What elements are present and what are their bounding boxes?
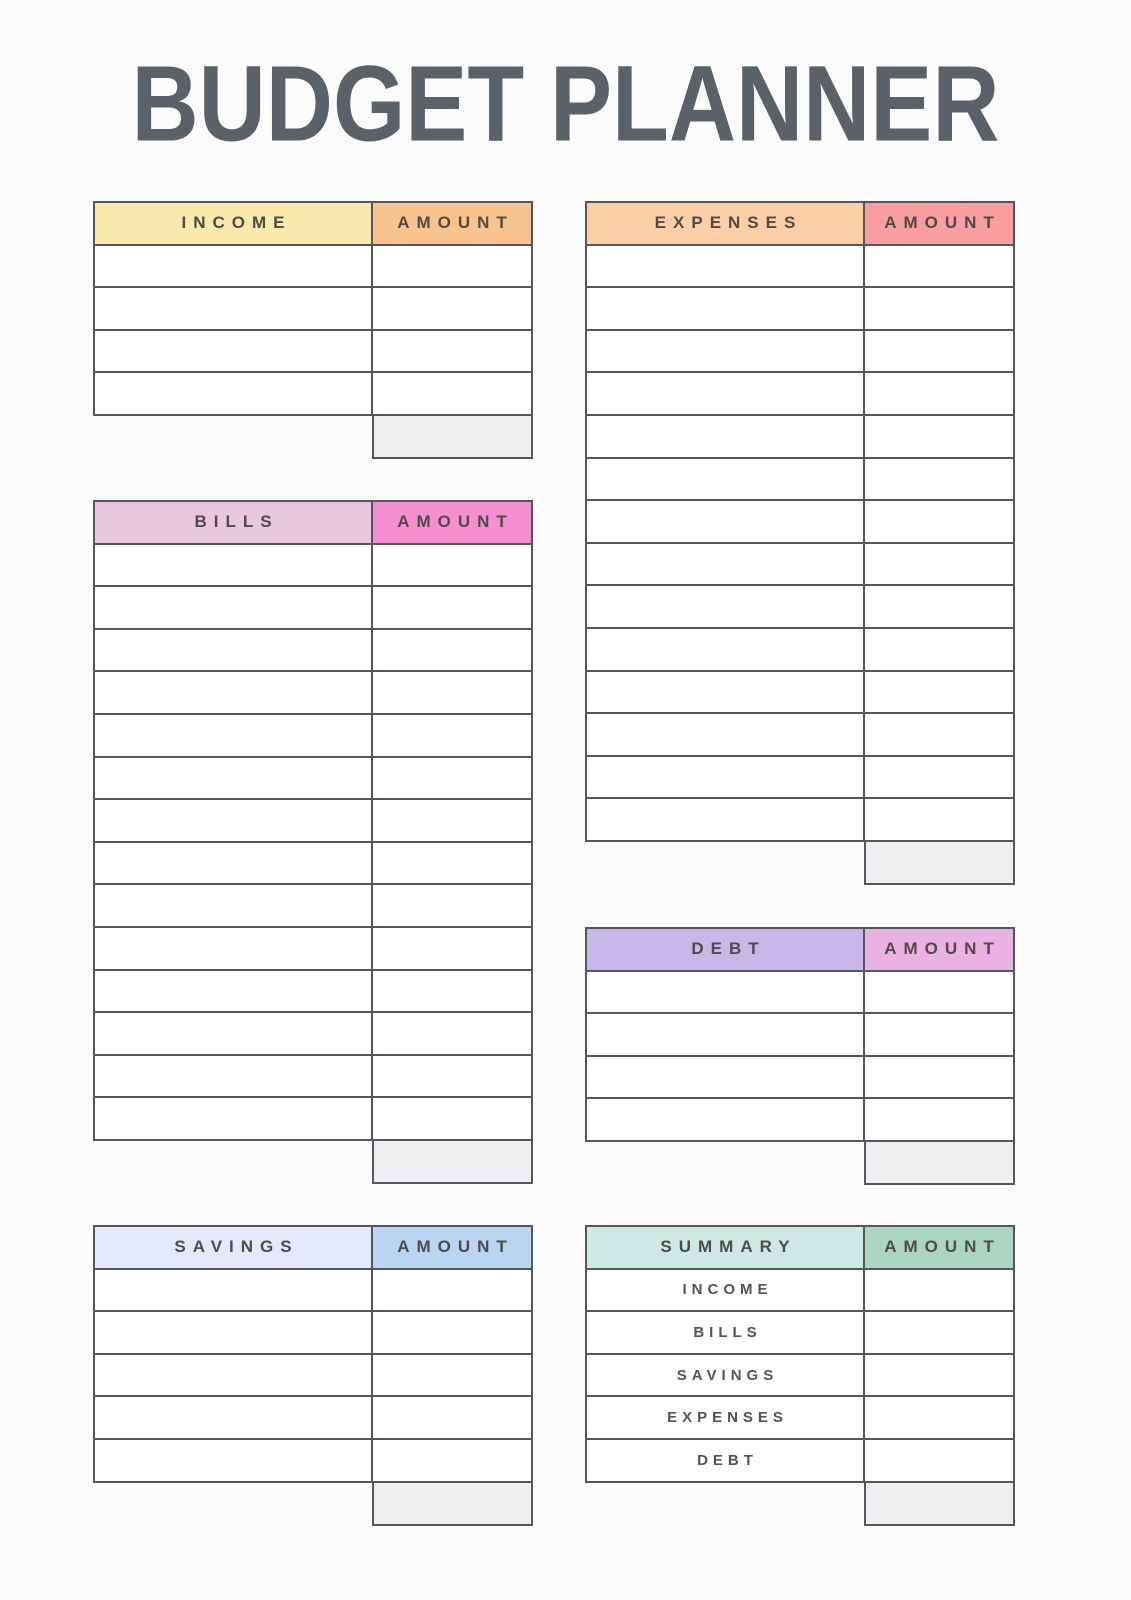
expenses-row (586, 458, 1014, 501)
savings-name-cell (94, 1311, 372, 1354)
expenses-amount-cell (864, 628, 1014, 671)
expenses-name-cell (586, 372, 864, 415)
summary-total-cell (864, 1481, 1015, 1526)
expenses-total-cell (864, 840, 1015, 885)
bills-amount-cell (372, 629, 532, 672)
bills-name-cell (94, 1097, 372, 1140)
summary-name-cell: DEBT (586, 1439, 864, 1482)
expenses-row (586, 415, 1014, 458)
debt-row (586, 1013, 1014, 1056)
debt-total-cell (864, 1140, 1015, 1185)
bills-name-cell (94, 927, 372, 970)
summary-name-cell: BILLS (586, 1311, 864, 1354)
income-amount-cell (372, 287, 532, 330)
summary-row (586, 1354, 1014, 1397)
debt-column-header: DEBT (586, 928, 864, 971)
expenses-row (586, 245, 1014, 288)
expenses-row (586, 500, 1014, 543)
expenses-name-cell (586, 798, 864, 841)
bills-name-cell (94, 1012, 372, 1055)
expenses-row (586, 798, 1014, 841)
savings-amount-cell (372, 1269, 532, 1312)
income-row (94, 287, 532, 330)
income-total-cell (372, 414, 533, 459)
debt-row (586, 1098, 1014, 1141)
summary-name-cell: EXPENSES (586, 1396, 864, 1439)
bills-name-cell (94, 884, 372, 927)
bills-row (94, 1012, 532, 1055)
bills-amount-cell (372, 927, 532, 970)
expenses-amount-cell (864, 756, 1014, 799)
bills-row (94, 586, 532, 629)
savings-name-cell (94, 1396, 372, 1439)
expenses-amount-column-header: AMOUNT (864, 202, 1014, 245)
savings-amount-column-header: AMOUNT (372, 1226, 532, 1269)
debt-table (585, 927, 1015, 1185)
savings-amount-cell (372, 1439, 532, 1482)
expenses-amount-cell (864, 713, 1014, 756)
income-name-cell (94, 245, 372, 288)
expenses-row (586, 287, 1014, 330)
bills-row (94, 1055, 532, 1098)
bills-row (94, 799, 532, 842)
bills-amount-cell (372, 714, 532, 757)
savings-name-cell (94, 1269, 372, 1312)
bills-amount-cell (372, 884, 532, 927)
expenses-name-cell (586, 245, 864, 288)
bills-row (94, 884, 532, 927)
expenses-amount-cell (864, 287, 1014, 330)
income-amount-cell (372, 245, 532, 288)
debt-name-cell (586, 1098, 864, 1141)
savings-name-cell (94, 1439, 372, 1482)
savings-amount-cell (372, 1311, 532, 1354)
bills-name-cell (94, 757, 372, 800)
summary-amount-column-header: AMOUNT (864, 1226, 1014, 1269)
debt-amount-cell (864, 1056, 1014, 1099)
summary-row (586, 1269, 1014, 1312)
debt-header-row (586, 928, 1014, 971)
bills-amount-cell (372, 1012, 532, 1055)
expenses-amount-cell (864, 330, 1014, 373)
expenses-row (586, 628, 1014, 671)
expenses-row (586, 756, 1014, 799)
bills-name-cell (94, 1055, 372, 1098)
bills-name-cell (94, 842, 372, 885)
expenses-name-cell (586, 500, 864, 543)
summary-amount-cell (864, 1396, 1014, 1439)
summary-amount-cell (864, 1439, 1014, 1482)
savings-row (94, 1354, 532, 1397)
bills-amount-cell (372, 586, 532, 629)
summary-name-cell: SAVINGS (586, 1354, 864, 1397)
expenses-column-header: EXPENSES (586, 202, 864, 245)
expenses-row (586, 543, 1014, 586)
bills-row (94, 629, 532, 672)
expenses-name-cell (586, 330, 864, 373)
bills-name-cell (94, 970, 372, 1013)
bills-row (94, 544, 532, 587)
expenses-row (586, 671, 1014, 714)
bills-table (93, 500, 533, 1184)
savings-row (94, 1311, 532, 1354)
summary-row (586, 1311, 1014, 1354)
summary-row (586, 1396, 1014, 1439)
debt-name-cell (586, 1056, 864, 1099)
income-column-header: INCOME (94, 202, 372, 245)
savings-column-header: SAVINGS (94, 1226, 372, 1269)
bills-name-cell (94, 714, 372, 757)
bills-name-cell (94, 586, 372, 629)
bills-amount-cell (372, 757, 532, 800)
income-name-cell (94, 372, 372, 415)
summary-amount-cell (864, 1311, 1014, 1354)
savings-row (94, 1439, 532, 1482)
expenses-name-cell (586, 287, 864, 330)
expenses-table (585, 201, 1015, 885)
bills-row (94, 1097, 532, 1140)
expenses-name-cell (586, 671, 864, 714)
bills-row (94, 970, 532, 1013)
expenses-row (586, 713, 1014, 756)
savings-table (93, 1225, 533, 1526)
savings-header-row (94, 1226, 532, 1269)
income-row (94, 372, 532, 415)
expenses-amount-cell (864, 671, 1014, 714)
debt-row (586, 971, 1014, 1014)
income-amount-cell (372, 372, 532, 415)
debt-amount-cell (864, 1013, 1014, 1056)
savings-row (94, 1269, 532, 1312)
summary-table (585, 1225, 1015, 1526)
income-header-row (94, 202, 532, 245)
summary-column-header: SUMMARY (586, 1226, 864, 1269)
savings-amount-cell (372, 1354, 532, 1397)
bills-amount-cell (372, 544, 532, 587)
debt-name-cell (586, 971, 864, 1014)
bills-amount-cell (372, 1055, 532, 1098)
bills-amount-cell (372, 842, 532, 885)
debt-amount-cell (864, 1098, 1014, 1141)
income-table (93, 201, 533, 459)
bills-name-cell (94, 799, 372, 842)
bills-total-cell (372, 1139, 533, 1184)
income-name-cell (94, 287, 372, 330)
expenses-name-cell (586, 628, 864, 671)
summary-amount-cell (864, 1354, 1014, 1397)
summary-name-cell: INCOME (586, 1269, 864, 1312)
expenses-name-cell (586, 415, 864, 458)
expenses-row (586, 330, 1014, 373)
debt-amount-column-header: AMOUNT (864, 928, 1014, 971)
expenses-name-cell (586, 713, 864, 756)
savings-name-cell (94, 1354, 372, 1397)
expenses-amount-cell (864, 415, 1014, 458)
expenses-amount-cell (864, 543, 1014, 586)
expenses-amount-cell (864, 798, 1014, 841)
debt-name-cell (586, 1013, 864, 1056)
bills-name-cell (94, 544, 372, 587)
summary-row (586, 1439, 1014, 1482)
income-amount-cell (372, 330, 532, 373)
expenses-amount-cell (864, 500, 1014, 543)
expenses-amount-cell (864, 585, 1014, 628)
expenses-header-row (586, 202, 1014, 245)
bills-header-row (94, 501, 532, 544)
summary-amount-cell (864, 1269, 1014, 1312)
page-title: BUDGET PLANNER (131, 43, 1000, 164)
expenses-amount-cell (864, 245, 1014, 288)
bills-name-cell (94, 671, 372, 714)
savings-row (94, 1396, 532, 1439)
bills-amount-column-header: AMOUNT (372, 501, 532, 544)
income-amount-column-header: AMOUNT (372, 202, 532, 245)
income-row (94, 245, 532, 288)
expenses-amount-cell (864, 458, 1014, 501)
debt-amount-cell (864, 971, 1014, 1014)
bills-amount-cell (372, 1097, 532, 1140)
bills-amount-cell (372, 671, 532, 714)
income-row (94, 330, 532, 373)
bills-amount-cell (372, 970, 532, 1013)
expenses-name-cell (586, 756, 864, 799)
expenses-amount-cell (864, 372, 1014, 415)
bills-row (94, 714, 532, 757)
expenses-name-cell (586, 458, 864, 501)
bills-row (94, 757, 532, 800)
savings-amount-cell (372, 1396, 532, 1439)
expenses-row (586, 372, 1014, 415)
bills-amount-cell (372, 799, 532, 842)
savings-total-cell (372, 1481, 533, 1526)
bills-column-header: BILLS (94, 501, 372, 544)
bills-row (94, 927, 532, 970)
bills-row (94, 671, 532, 714)
bills-name-cell (94, 629, 372, 672)
expenses-row (586, 585, 1014, 628)
bills-row (94, 842, 532, 885)
summary-header-row (586, 1226, 1014, 1269)
expenses-name-cell (586, 585, 864, 628)
debt-row (586, 1056, 1014, 1099)
expenses-name-cell (586, 543, 864, 586)
income-name-cell (94, 330, 372, 373)
